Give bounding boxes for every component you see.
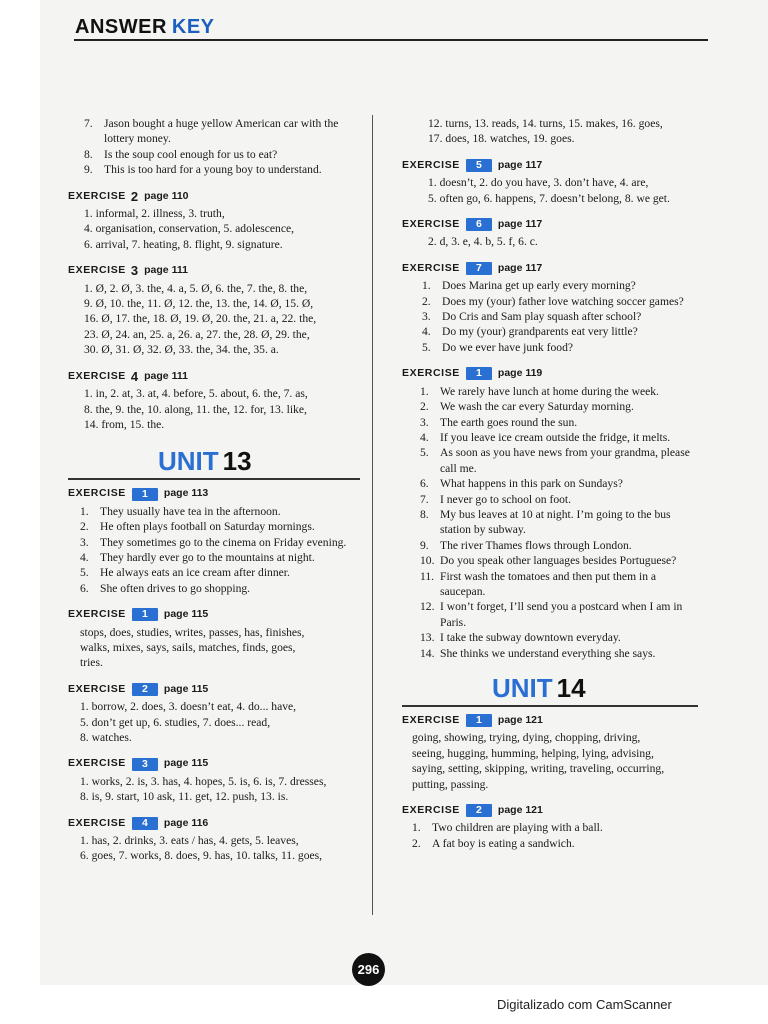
exercise-3-p111 bbox=[68, 263, 360, 357]
exercise-1-p119 bbox=[402, 366, 698, 661]
exercise-answers: going, showing, trying, dying, chopping, driving, seeing, hugging, humming, helping, lying, advising, saying, setting, skipping, writing, traveling, occurring, putting, passing. bbox=[412, 731, 665, 791]
exercise-answers: 1. has, 2. drinks, 3. eats / has, 4. gets, 5. leaves, 6. goes, 7. works, 8. does, 9. has, 10. talks, 11. goes, bbox=[80, 834, 323, 863]
list-item: 4. They hardly ever go to the mountains at night. bbox=[80, 550, 315, 564]
header-word-key: KEY bbox=[171, 16, 215, 38]
exercise-5-p117 bbox=[402, 158, 698, 206]
column-divider bbox=[372, 115, 373, 915]
list-item: 9. The river Thames flows through London. bbox=[420, 538, 632, 552]
exercise-answers bbox=[68, 504, 360, 596]
unit-14-rule bbox=[402, 705, 698, 707]
exercise-4-p111 bbox=[68, 369, 360, 433]
exercise-heading: EXERCISE 1 page 119 bbox=[402, 367, 543, 380]
list-item: 8. Is the soup cool enough for us to eat? bbox=[84, 147, 278, 161]
list-item: 9. This is too hard for a young boy to understand. bbox=[84, 163, 322, 177]
list-item: 2. We wash the car every Saturday morning. bbox=[420, 400, 634, 414]
unit13-exercise-2-p115 bbox=[68, 682, 360, 746]
list-item: 6. What happens in this park on Sundays? bbox=[420, 477, 623, 491]
exercise-answers: 1. informal, 2. illness, 3. truth, 4. organisation, conservation, 5. adolescence, 6. arrival, 7. heating, 8. flight, 9. signature. bbox=[84, 207, 295, 251]
continued-list-left bbox=[68, 116, 360, 178]
exercise-answers: 1. Ø, 2. Ø, 3. the, 4. a, 5. Ø, 6. the, 7. the, 8. the, 9. Ø, 10. the, 11. Ø, 12. the, 13. the, 14. Ø, 15. Ø, 16. Ø, 17. the, 18. Ø, 19. Ø, 20. the, 21. a, 22. the, 23. Ø, 24. an, 25. a, 26. a, 27. the, 28. Ø, 29. the, 30. Ø, 31. Ø, 32. Ø, 33. the, 34. the, 35. a. bbox=[84, 281, 317, 357]
unit13-exercise-1-p115 bbox=[68, 607, 360, 671]
exercise-heading: EXERCISE 1 page 115 bbox=[68, 608, 209, 621]
list-item: 4. Do my (your) grandparents eat very little? bbox=[422, 325, 638, 339]
exercise-answers: 1. in, 2. at, 3. at, 4. before, 5. about, 6. the, 7. as, 8. the, 9. the, 10. along, 11. the, 12. for, 13. like, 14. from, 15. the. bbox=[84, 387, 308, 431]
list-item: 6. She often drives to go shopping. bbox=[80, 581, 251, 595]
list-item: 1. They usually have tea in the afternoon. bbox=[80, 504, 281, 518]
list-item: 5. He always eats an ice cream after dinner. bbox=[80, 566, 290, 580]
exercise-heading: EXERCISE 6 page 117 bbox=[402, 218, 543, 231]
answer-key-header bbox=[75, 16, 215, 39]
exercise-heading: EXERCISE 2 page 110 bbox=[68, 188, 189, 204]
list-item: 7. I never go to school on foot. bbox=[420, 492, 572, 506]
list-item: 4. If you leave ice cream outside the fridge, it melts. bbox=[420, 430, 671, 444]
list-item: 1. Does Marina get up early every morning? bbox=[422, 279, 636, 293]
list-item: 14. She thinks we understand everything she says. bbox=[420, 646, 656, 660]
exercise-2-p110 bbox=[68, 189, 360, 253]
unit13-exercise-1-p113 bbox=[68, 486, 360, 596]
unit14-exercise-1-p121 bbox=[402, 713, 698, 792]
exercise-heading: EXERCISE 2 page 115 bbox=[68, 682, 209, 695]
exercise-heading: EXERCISE 3 page 115 bbox=[68, 757, 209, 770]
exercise-heading: EXERCISE 4 page 111 bbox=[68, 368, 188, 384]
exercise-answers bbox=[402, 820, 698, 851]
scanner-watermark-text: Digitalizado com CamScanner bbox=[497, 997, 672, 1012]
list-item: 2. A fat boy is eating a sandwich. bbox=[412, 836, 575, 850]
left-column bbox=[68, 116, 360, 864]
exercise-heading: EXERCISE 7 page 117 bbox=[402, 261, 543, 275]
unit13-exercise-3-p115 bbox=[68, 756, 360, 804]
list-item: 12. I won’t forget, I’ll send you a postcard when I am in Paris. bbox=[420, 600, 683, 629]
exercise-7-p117 bbox=[402, 261, 698, 355]
exercise-answers: 2. d, 3. e, 4. b, 5. f, 6. c. bbox=[428, 235, 538, 249]
list-item: 8. My bus leaves at 10 at night. I’m going to the bus station by subway. bbox=[420, 507, 671, 537]
exercise-answers: 1. works, 2. is, 3. has, 4. hopes, 5. is, 6. is, 7. dresses, 8. is, 9. start, 10 ask, 11. get, 12. push, 13. is. bbox=[80, 774, 327, 804]
unit14-exercise-2-p121 bbox=[402, 803, 698, 851]
header-rule bbox=[74, 39, 708, 41]
exercise-heading: EXERCISE 1 page 121 bbox=[402, 714, 543, 727]
list-item: 3. The earth goes round the sun. bbox=[420, 415, 578, 429]
unit-13-rule bbox=[68, 478, 360, 480]
list-item: 11. First wash the tomatoes and then put them in a saucepan. bbox=[420, 569, 657, 598]
list-item: 2. He often plays football on Saturday mornings. bbox=[80, 520, 315, 534]
exercise-heading: EXERCISE 3 page 111 bbox=[68, 263, 188, 279]
page-number-badge: 296 bbox=[352, 953, 385, 986]
unit-14-heading: UNIT 14 bbox=[492, 673, 586, 703]
list-item: 5. Do we ever have junk food? bbox=[422, 340, 574, 354]
list-item: 5. As soon as you have news from your grandma, please call me. bbox=[420, 446, 690, 475]
exercise-answers: stops, does, studies, writes, passes, has, finishes, walks, mixes, says, sails, matches, finds, goes, tries. bbox=[80, 625, 305, 670]
list-item: 3. They sometimes go to the cinema on Friday evening. bbox=[80, 535, 347, 549]
right-column bbox=[402, 116, 698, 851]
unit-13-heading: UNIT 13 bbox=[158, 446, 252, 477]
list-item: 1. We rarely have lunch at home during the week. bbox=[420, 384, 659, 398]
list-item: 3. Do Cris and Sam play squash after school? bbox=[422, 310, 642, 324]
exercise-answers bbox=[402, 278, 698, 355]
exercise-heading: EXERCISE 2 page 121 bbox=[402, 804, 543, 817]
list-item: 13. I take the subway downtown everyday. bbox=[420, 631, 621, 645]
exercise-heading: EXERCISE 1 page 113 bbox=[68, 487, 209, 500]
unit13-exercise-4-p116 bbox=[68, 816, 360, 864]
exercise-6-p117 bbox=[402, 217, 698, 250]
exercise-heading: EXERCISE 5 page 117 bbox=[402, 158, 543, 172]
continued-answers-right: 12. turns, 13. reads, 14. turns, 15. makes, 16. goes, 17. does, 18. watches, 19. goes. bbox=[428, 117, 663, 146]
list-item: 7. Jason bought a huge yellow American car with the lottery money. bbox=[84, 117, 339, 146]
exercise-heading: EXERCISE 4 page 116 bbox=[68, 816, 209, 829]
exercise-answers: 1. doesn’t, 2. do you have, 3. don’t have, 4. are, 5. often go, 6. happens, 7. doesn’t belong, 8. we get. bbox=[428, 176, 670, 205]
header-word-answer: ANSWER bbox=[75, 16, 167, 38]
exercise-answers bbox=[402, 384, 698, 661]
list-item: 1. Two children are playing with a ball. bbox=[412, 821, 603, 835]
exercise-answers: 1. borrow, 2. does, 3. doesn’t eat, 4. do... have, 5. don’t get up, 6. studies, 7. does... read, 8. watches. bbox=[80, 700, 297, 744]
list-item: 2. Does my (your) father love watching soccer games? bbox=[422, 294, 684, 308]
list-item: 10. Do you speak other languages besides Portuguese? bbox=[420, 554, 677, 568]
